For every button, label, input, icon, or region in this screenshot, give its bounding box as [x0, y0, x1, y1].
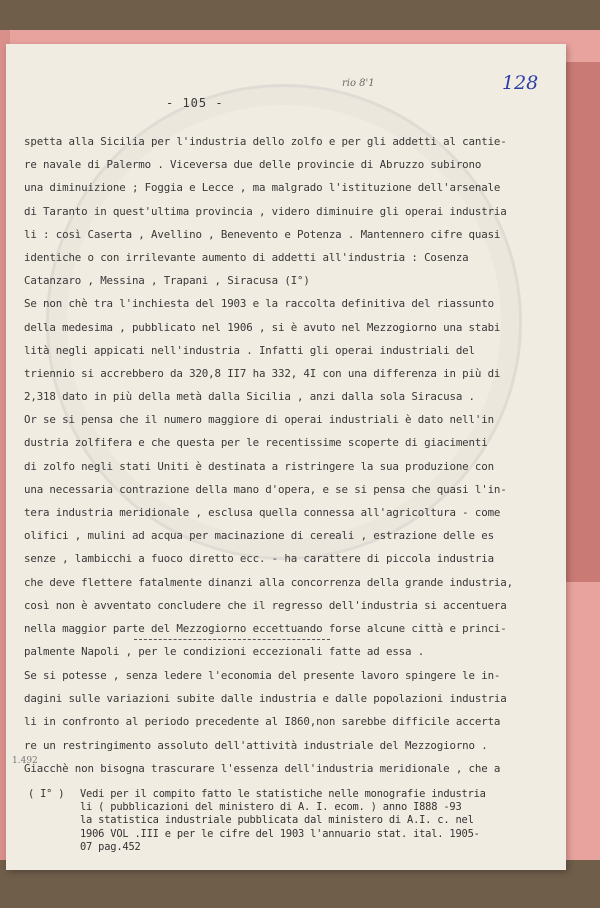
text-line: Se si potesse , senza ledere l'economia del presente lavoro spingere le in-	[24, 669, 501, 682]
footnote-text: Vedi per il compito fatto le statistiche nelle monografie industria	[80, 788, 486, 800]
text-line: Catanzaro , Messina , Trapani , Siracusa (I°)	[24, 274, 310, 288]
text-line: triennio si accrebbero da 320,8 II7 ha 332, 4I con una differenza in più di	[24, 366, 501, 380]
page-number: - 105 -	[166, 96, 224, 110]
text-line: identiche o con irrilevante aumento di addetti all'industria : Cosenza	[24, 250, 469, 264]
footnote-line: 1906 VOL .III e per le cifre del 1903 l'annuario stat. ital. 1905-	[80, 827, 480, 840]
folio-number: 128	[502, 72, 539, 94]
text-line: li in confronto al periodo precedente al I860,non sarebbe difficile accerta	[24, 715, 501, 729]
typewritten-page	[6, 44, 566, 870]
footnote-line: 07 pag.452	[80, 840, 141, 853]
footnote-line: li ( pubblicazioni del ministero di A. I. ecom. ) anno I888 -93	[80, 801, 462, 814]
margin-mark: 1.492	[12, 756, 38, 766]
paragraph-1	[24, 130, 559, 663]
text-line: della medesima , pubblicato nel 1906 , si è avuto nel Mezzogiorno una stabi	[24, 320, 501, 334]
text-line: nella maggior parte del Mezzogiorno eccettuando forse alcune città e princi-	[24, 621, 507, 635]
section-divider	[134, 639, 330, 640]
text-line: così non è avventato concludere che il regresso dell'industria si accentuera	[24, 598, 507, 612]
text-line: Se non chè tra l'inchiesta del 1903 e la raccolta definitiva del riassunto	[24, 297, 494, 311]
text-line: una necessaria contrazione della mano d'opera, e se si pensa che quasi l'in-	[24, 482, 507, 496]
text-line: dagini sulle variazioni subite dalle industria e dalle popolazioni industria	[24, 692, 507, 706]
text-line: olifici , mulini ad acqua per macinazione di cereali , estrazione delle es	[24, 529, 494, 543]
text-line: li : così Caserta , Avellino , Benevento e Potenza . Mantennero cifre quasi	[24, 227, 501, 241]
text-line: che deve flettere fatalmente dinanzi alla concorrenza della grande industria,	[24, 575, 513, 589]
footnote-marker: ( I° )	[28, 788, 65, 800]
text-line: dustria zolfifera e che questa per le recentissime scoperte di giacimenti	[24, 436, 488, 450]
text-line: di Taranto in quest'ultima provincia , videro diminuire gli operai industria	[24, 204, 507, 218]
text-line: di zolfo negli stati Uniti è destinata a ristringere la sua produzione con	[24, 459, 494, 473]
text-line: re navale di Palermo . Viceversa due delle provincie di Abruzzo subirono	[24, 158, 482, 172]
text-line: una diminuizione ; Foggia e Lecce , ma malgrado l'istituzione dell'arsenale	[24, 181, 501, 195]
text-line: tera industria meridionale , esclusa quella connessa all'agricoltura - come	[24, 506, 501, 519]
text-line: senze , lambicchi a fuoco diretto ecc. - ha carattere di piccola industria	[24, 552, 494, 566]
text-line: lità negli appicati nell'industria . Infatti gli operai industriali del	[24, 343, 475, 357]
pencil-annotation: rio 8'1	[342, 78, 375, 89]
back-sheet-edge	[560, 62, 600, 582]
paragraph-2	[24, 664, 559, 780]
text-line: spetta alla Sicilia per l'industria dello zolfo e per gli addetti al cantie-	[24, 135, 507, 148]
footnote-line	[28, 788, 548, 801]
text-line: re un restringimento assoluto dell'attività industriale del Mezzogiorno .	[24, 738, 488, 752]
text-line: palmente Napoli , per le condizioni eccezionali fatte ad essa .	[24, 645, 425, 659]
text-line: Giacchè non bisogna trascurare l'essenza dell'industria meridionale , che a	[24, 761, 501, 775]
footnote	[28, 788, 548, 854]
text-line: Or se si pensa che il numero maggiore di operai industriali è dato nell'in	[24, 413, 494, 427]
text-line: 2,318 dato in più della metà dalla Sicilia , anzi dalla sola Siracusa .	[24, 390, 475, 404]
footnote-line: la statistica industriale pubblicata dal ministero di A.I. c. nel	[80, 814, 474, 827]
